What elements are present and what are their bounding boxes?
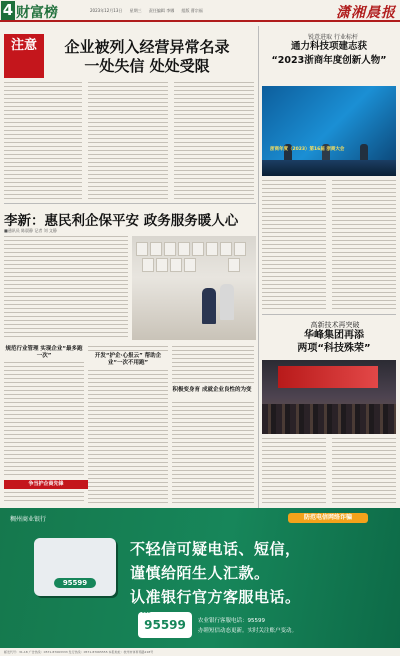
newspaper-logo: 潇湘晨报 — [336, 5, 396, 21]
ad-small-text: 农业银行客服电话：95599 — [198, 618, 265, 624]
body-text-column — [4, 492, 84, 504]
article-headline: 李新：惠民利企保平安 政务服务暖人心 — [4, 213, 239, 229]
header-meta — [90, 8, 209, 14]
section-title: 财富榜 — [16, 5, 58, 21]
body-text-column — [332, 180, 396, 310]
article-kicker: 高新技术再突破 — [310, 321, 360, 329]
photo-stage — [262, 160, 396, 176]
page-number: 4 — [2, 1, 14, 19]
subheading: 积极变身育 成就企业良性的为变 — [172, 387, 252, 393]
award-stage-photo — [262, 86, 396, 176]
campaign-banner: 争当护企商先锋 — [4, 480, 88, 489]
article-headline: 华峰集团再添 两项“科技殊荣” — [297, 330, 371, 354]
body-text-column — [172, 402, 254, 504]
body-text-column — [88, 370, 168, 504]
photo-person — [220, 284, 234, 320]
subheading: 规范行业管理 实现企业“最多跑一次” — [5, 346, 83, 359]
body-text-column — [4, 82, 82, 200]
body-text-column — [262, 438, 326, 504]
ad-tag: 防范电信网络诈骗 — [288, 513, 368, 523]
issue-date: 2023年12月13日 — [90, 8, 123, 13]
body-text-column — [172, 346, 254, 384]
phone-number-badge: 95599 — [54, 578, 96, 588]
subheading: 开发“护企·心报云” 帮助企业“一次不用跑” — [94, 353, 162, 366]
column-divider — [258, 26, 259, 508]
body-text-column — [262, 180, 326, 310]
body-text-column — [4, 236, 128, 340]
notice-tag: 注意 — [4, 34, 44, 78]
telephone-icon — [34, 538, 116, 596]
ceremony-photo — [262, 360, 396, 434]
body-text-column — [4, 362, 84, 476]
issue-weekday: 星期三 — [129, 8, 142, 13]
ad-small-text: 办睦短信动态更新。实时关注账户变动。 — [198, 628, 298, 634]
hotline-24h-label: 24h — [142, 609, 151, 614]
photo-crowd — [262, 404, 396, 434]
designer-credit: 组版 曹宗福 — [181, 8, 203, 13]
ad-slogan-line: 认准银行官方客服电话。 — [130, 588, 301, 606]
page-footer: 邮发代号：31-18 广告热线：0571-87063333 发行热线：0571-87065555 本报地址：杭州市体育场路218号 — [0, 648, 400, 656]
article-byline: ■通讯员 陈晨静 记者 刘 文静 — [4, 228, 57, 233]
body-text-column — [88, 346, 168, 352]
photo-banner-text: 浙商年度（2023）第16届 浙商大会 — [270, 147, 345, 152]
body-text-column — [332, 438, 396, 504]
editor-credit: 责任编辑 李娜 — [148, 8, 175, 13]
ad-slogan-line: 不轻信可疑电话、短信， — [130, 540, 301, 558]
ad-slogan-line: 谨慎给陌生人汇款。 — [130, 564, 270, 582]
body-text-column — [88, 82, 168, 200]
section-divider — [4, 203, 256, 204]
photo-screen — [278, 366, 378, 388]
article-kicker: 锐意进取 行业标杆 — [308, 34, 358, 41]
photo-person — [202, 288, 216, 324]
hotline-box: 24h 95599 — [138, 612, 192, 638]
article-headline: 通力科技项建志获 “2023浙商年度创新人物” — [271, 41, 387, 66]
page-header — [0, 0, 400, 22]
body-text-column — [174, 82, 254, 200]
bank-name: 稠州商业银行 — [10, 516, 47, 523]
article-headline: 企业被列入经营异常名录 一处失信 处处受限 — [64, 38, 230, 75]
warehouse-photo — [132, 236, 256, 340]
section-divider — [262, 314, 396, 315]
bank-advertisement — [0, 508, 400, 656]
